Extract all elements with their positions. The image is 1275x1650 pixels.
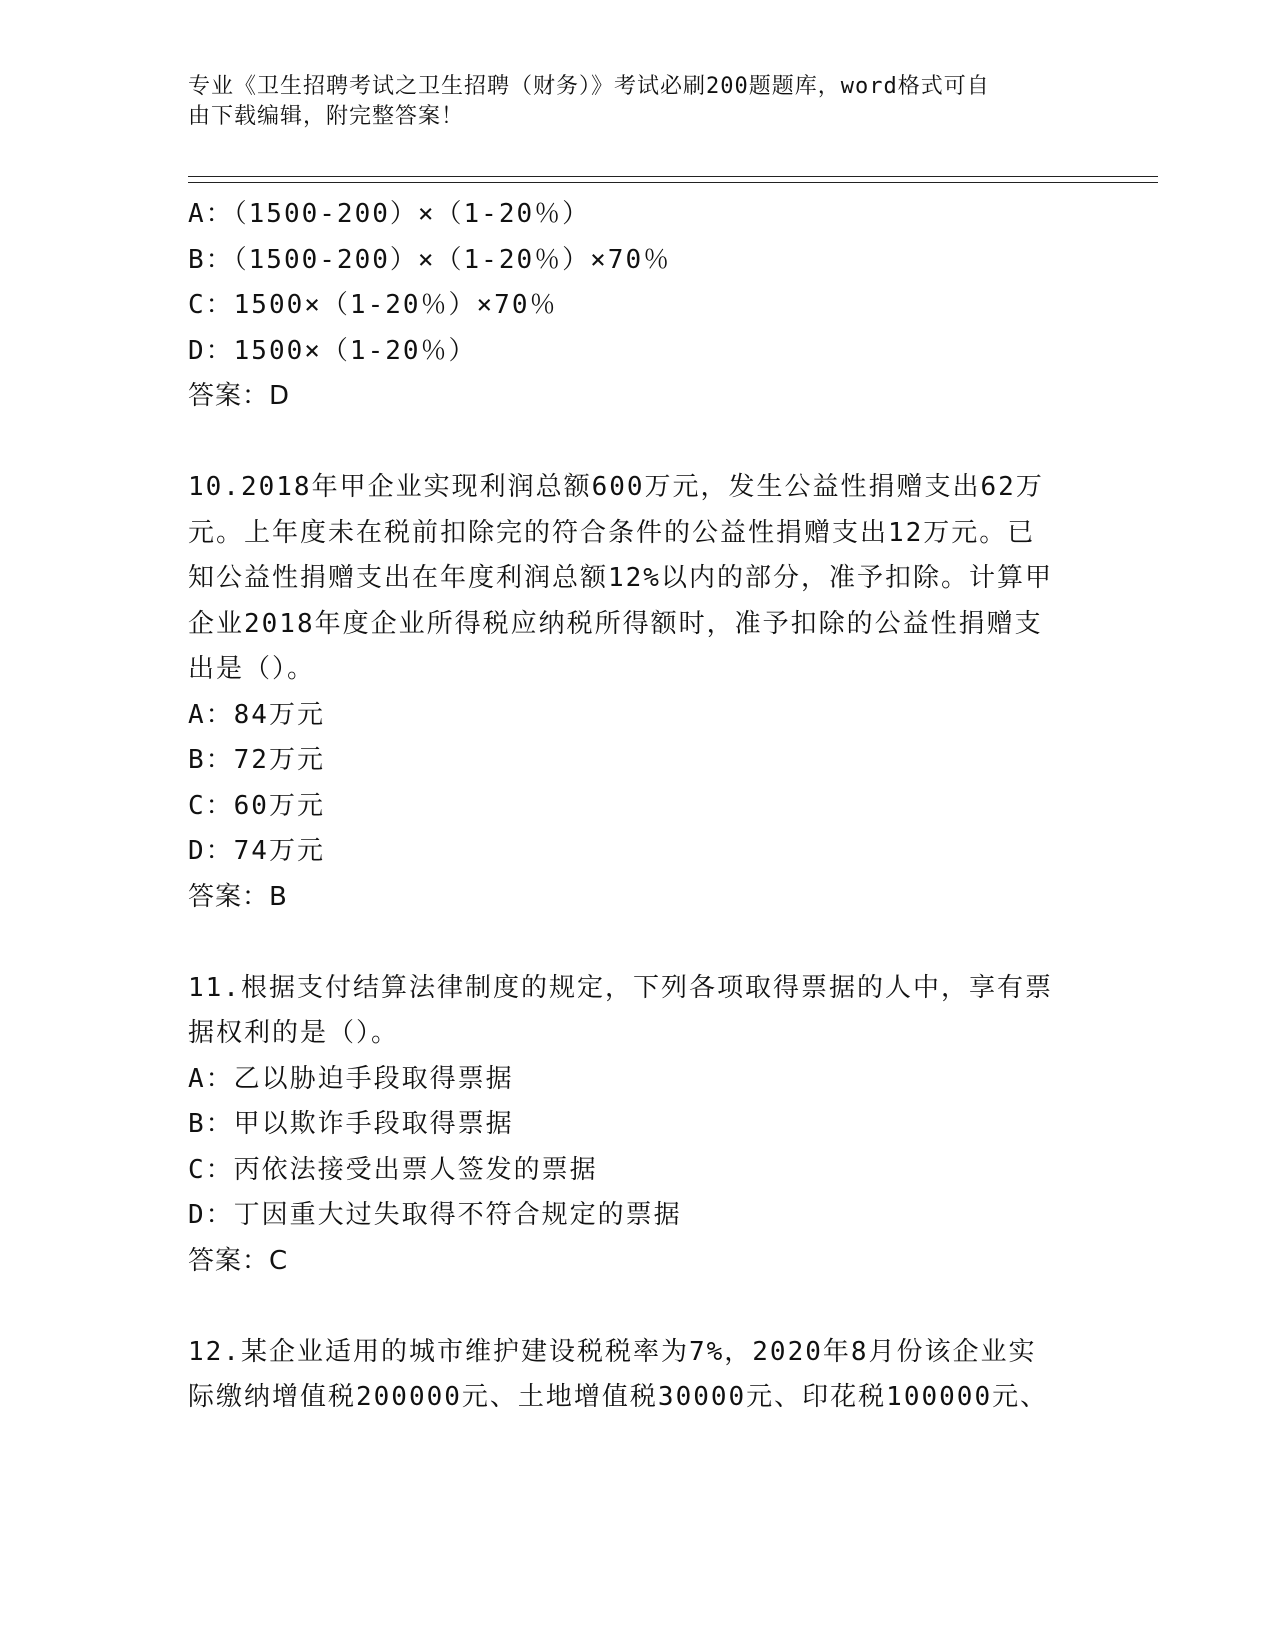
question-stem-line: 际缴纳增值税200000元、土地增值税30000元、印花税100000元、 <box>188 1382 1049 1412</box>
question-stem-line: 知公益性捐赠支出在年度利润总额12%以内的部分，准予扣除。计算甲 <box>188 563 1053 593</box>
question-12 <box>188 1330 1088 1421</box>
spacer <box>188 1284 1088 1330</box>
option-d: D：74万元 <box>188 836 325 866</box>
document-header <box>188 72 1078 132</box>
option-d: D：丁因重大过失取得不符合规定的票据 <box>188 1200 682 1230</box>
option-b: B：72万元 <box>188 745 325 775</box>
question-stem-line: 据权利的是（）。 <box>188 1018 400 1048</box>
option-d: D：1500×（1-20％） <box>188 335 477 366</box>
question-stem-line: 12.某企业适用的城市维护建设税税率为7%，2020年8月份该企业实 <box>188 1336 1037 1367</box>
header-line-1: 专业《卫生招聘考试之卫生招聘（财务）》考试必刷200题题库，word格式可自 <box>188 74 990 99</box>
answer-line: 答案：C <box>188 1245 289 1276</box>
header-line-2: 由下载编辑，附完整答案！ <box>188 104 465 129</box>
option-c: C：60万元 <box>188 790 325 821</box>
option-a: A：84万元 <box>188 699 325 730</box>
question-11 <box>188 966 1088 1285</box>
question-stem-line: 出是（）。 <box>188 654 316 684</box>
option-c: C：丙依法接受出票人签发的票据 <box>188 1154 598 1185</box>
option-a: A：乙以胁迫手段取得票据 <box>188 1063 514 1094</box>
header-rule-top <box>188 176 1158 177</box>
spacer <box>188 420 1088 466</box>
question-stem-line: 11.根据支付结算法律制度的规定，下列各项取得票据的人中，享有票 <box>188 972 1053 1003</box>
question-stem-line: 10.2018年甲企业实现利润总额600万元，发生公益性捐赠支出62万 <box>188 472 1044 502</box>
option-b: B：（1500-200）×（1-20％）×70％ <box>188 244 672 275</box>
option-b: B：甲以欺诈手段取得票据 <box>188 1109 514 1139</box>
question-9 <box>188 192 1088 420</box>
question-10 <box>188 465 1088 920</box>
document-body <box>188 192 1088 1421</box>
question-stem-line: 企业2018年度企业所得税应纳税所得额时，准予扣除的公益性捐赠支 <box>188 608 1043 639</box>
option-c: C：1500×（1-20％）×70％ <box>188 290 558 320</box>
spacer <box>188 920 1088 966</box>
header-rule-bottom <box>188 182 1158 183</box>
option-a: A：（1500-200）×（1-20％） <box>188 199 591 229</box>
answer-line: 答案：B <box>188 881 288 912</box>
question-stem-line: 元。上年度未在税前扣除完的符合条件的公益性捐赠支出12万元。已 <box>188 517 1036 548</box>
answer-line: 答案：D <box>188 381 291 411</box>
